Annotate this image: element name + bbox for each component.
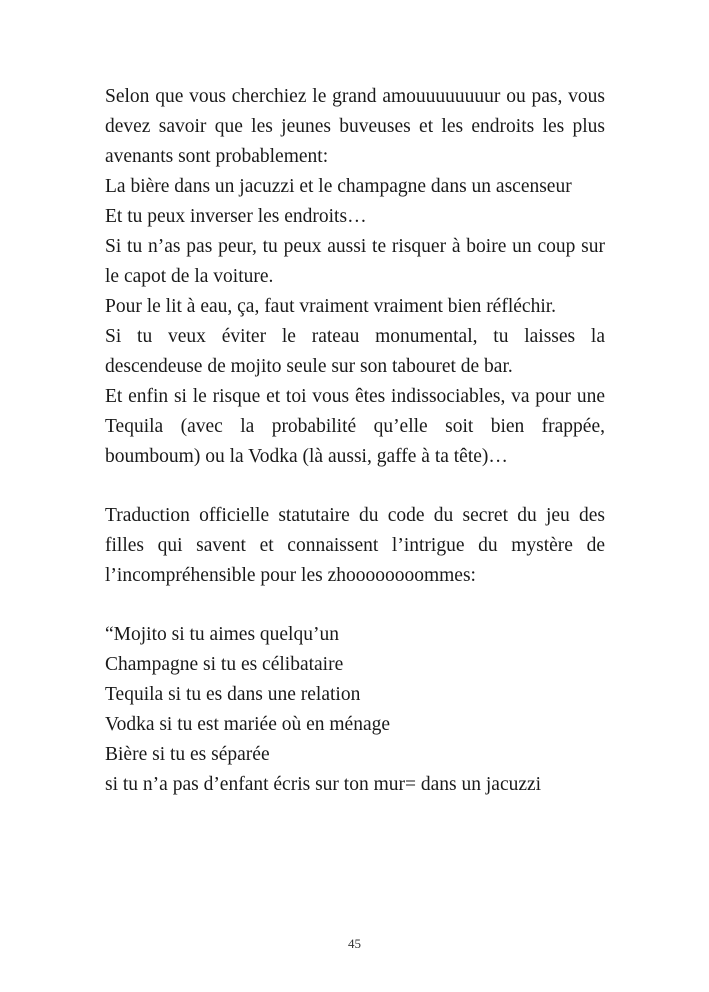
paragraph: Si tu n’as pas peur, tu peux aussi te risquer à boire un coup sur le capot de la voiture. [105,236,605,287]
stanza-line: Bière si tu es séparée [105,744,270,765]
stanza-line: si tu n’a pas d’enfant écris sur ton mur= dans un jacuzzi [105,774,542,795]
stanza-line: Champagne si tu es célibataire [105,654,344,675]
paragraph: Pour le lit à eau, ça, faut vraiment vraiment bien réfléchir. [105,296,557,317]
page-number: 45 [348,936,361,951]
stanza-line: “Mojito si tu aimes quelqu’un [105,624,339,645]
paragraph: Si tu veux éviter le rateau monumental, tu laisses la descendeuse de mojito seule sur son tabouret de bar. [105,326,605,377]
paragraph: Traduction officielle statutaire du code du secret du jeu des filles qui savent et connaissent l’intrigue du mystère de l’incompréhensible pour les zhoooooooommes: [105,505,605,586]
paragraph: Et tu peux inverser les endroits… [105,206,367,227]
paragraph: Et enfin si le risque et toi vous êtes indissociables, va pour une Tequila (avec la probabilité qu’elle soit bien frappée, boumboum) ou la Vodka (là aussi, gaffe à ta tête)… [105,386,605,467]
paragraph: La bière dans un jacuzzi et le champagne dans un ascenseur [105,176,572,197]
text-block [105,82,605,800]
stanza-line: Tequila si tu es dans une relation [105,684,361,705]
stanza-line: Vodka si tu est mariée où en ménage [105,714,391,735]
paragraph: Selon que vous cherchiez le grand amouuuuuuuur ou pas, vous devez savoir que les jeunes buveuses et les endroits les plus avenants sont probablement: [105,86,605,167]
